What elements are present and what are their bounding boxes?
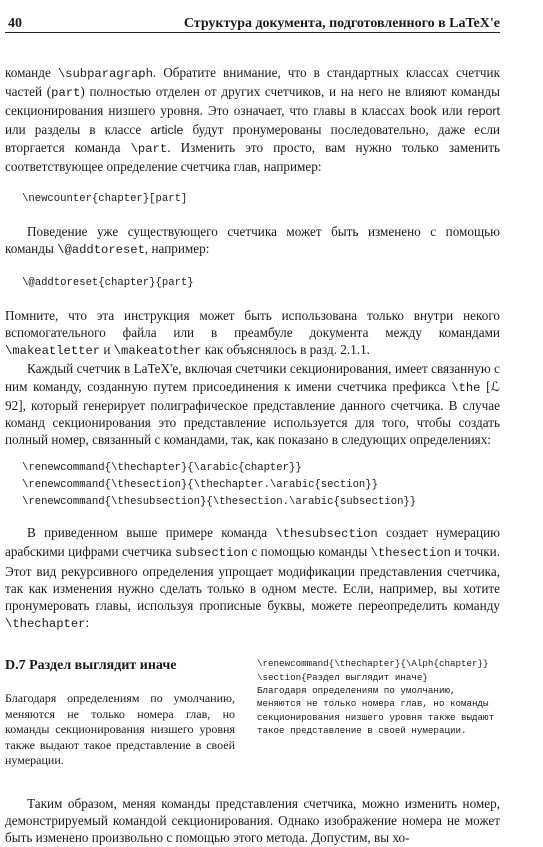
code-inline: \the (451, 380, 481, 395)
code-block-3: \renewcommand{\thechapter}{\arabic{chapter}} \renewcommand{\thesection}{\thechapter.\arabic{section}} \renewcommand{\thesubsection}{\thesection.\arabic{subsection}} (22, 462, 417, 508)
paragraph-1 (5, 64, 500, 175)
code-inline: \thechapter (5, 617, 86, 632)
text-run: создает нумерацию арабскими цифрами счетчика (5, 525, 500, 560)
example-box (5, 657, 500, 769)
code-inline: \thesubsection (275, 527, 378, 542)
class-name: article (150, 122, 184, 137)
class-name: report (467, 104, 500, 119)
text-run: : (85, 615, 90, 631)
code-block-2: \@addtoreset{chapter}{part} (22, 277, 194, 290)
paragraph-4 (5, 360, 500, 448)
text-run: . Обратите внимание, что в стандартных классах счетчик частей ( (5, 65, 500, 100)
text-run: с помощью команды (248, 544, 371, 560)
text-run: Поведение уже существующего счетчика может быть изменено с помощью команды (5, 223, 500, 257)
page-number: 40 (8, 16, 22, 31)
text-run: Помните, что эта инструкция может быть использована только внутри некого вспомогательного файла или в преамбуле документа между командами (5, 307, 500, 341)
code-inline: part (51, 86, 81, 101)
page-header (5, 0, 500, 33)
text-run: Каждый счетчик в LaTeX'е, включая счетчики секционирования, имеет связанную с ним команду, созданную путем присоединения к имени счетчика префикса (5, 361, 500, 394)
page-body (5, 64, 500, 847)
paragraph-2 (5, 223, 500, 259)
paragraph-3 (5, 307, 500, 361)
paragraph-6: Таким образом, меняя команды представления счетчика, можно изменить номер, демонстрируемый командой секционирования. Однако изображение номера не может быть изменено произвольно с помощью этого метода. Допустим, вы хо- (5, 795, 500, 846)
text-run: . Изменить это просто, вам нужно только заменить соответствующее определение счетчика глав, например: (5, 139, 500, 175)
text-run: [ℒ 92], который генерирует полиграфическое представление данного счетчика. В случае команд секционирования это представление используется для того, чтобы создать полный номер, связанный с командами, так, как показано в следующих определениях: (5, 378, 501, 448)
text-run: ) полностью отделен от других счетчиков, и на него не влияют команды секционирования низшего уровня. Это означает, что главы в классах (5, 84, 500, 119)
code-inline: \makeatother (113, 344, 202, 359)
text-run: и точки. Этот вид рекурсивного определения упрощает модификации представления счетчика, так как изменения нужно сделать только в одном месте. Если, например, вы хотите пронумеровать главы, используя прописные буквы, можете переопределить команду (5, 544, 501, 614)
example-source-code: \renewcommand{\thechapter}{\Alph{chapter}} \section{Раздел выглядит иначе} Благодаря определениям по умолчанию, меняются не только номера глав, но команды секционирования низшего уровня также выдают такое представление в своей нумерации. (257, 658, 495, 736)
text-run: В приведенном выше примере команда (27, 525, 276, 541)
text-run: как объяснялось в разд. 2.1.1. (201, 342, 370, 358)
code-inline: \@addtoreset (57, 243, 145, 258)
example-output (5, 657, 235, 769)
code-block-1: \newcounter{chapter}[part] (22, 193, 188, 206)
code-inline: subsection (174, 546, 249, 561)
text-run: команде (5, 65, 58, 80)
text-run: будут пронумерованы последовательно, даже если вторгается команда (5, 121, 500, 155)
code-inline: \makeatletter (5, 344, 101, 359)
paragraph-5 (5, 524, 500, 633)
running-head: Структура документа, подготовленного в LaTeX'е (183, 16, 500, 31)
code-inline: \part (130, 141, 168, 156)
example-text: Благодаря определениям по умолчанию, меняются не только номера глав, но команды секционирования низшего уровня также выдают такое представление в своей нумерации. (5, 691, 235, 768)
code-inline: \thesection (370, 546, 451, 561)
class-name: book (410, 104, 437, 119)
text-run: или разделы в классе (5, 121, 151, 137)
text-run: , например: (144, 241, 210, 257)
text-run: и (100, 342, 114, 358)
code-inline: \subparagraph (57, 67, 153, 81)
example-heading: D.7 Раздел выглядит иначе (5, 658, 177, 674)
text-run: или (436, 103, 468, 119)
